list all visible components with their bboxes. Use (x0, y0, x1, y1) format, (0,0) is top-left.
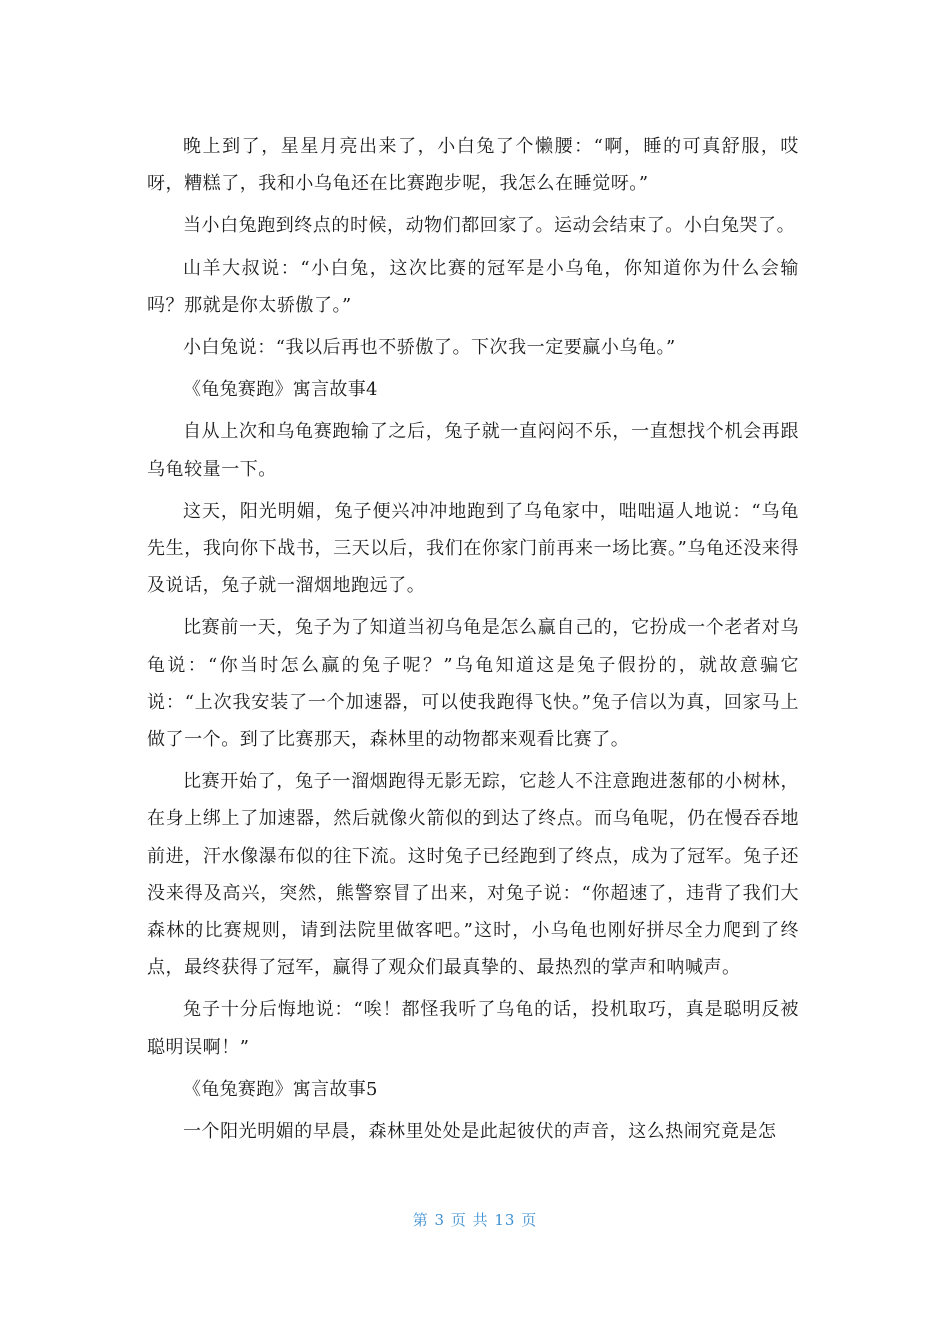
paragraph: 小白兔说：“我以后再也不骄傲了。下次我一定要赢小乌龟。” (183, 337, 676, 359)
section-heading: 《龟兔赛跑》寓言故事4 (183, 379, 378, 401)
document-body (147, 128, 799, 1155)
paragraph: 比赛开始了，兔子一溜烟跑得无影无踪，它趁人不注意跑进葱郁的小树林，在身上绑上了加速器，然后就像火箭似的到达了终点。而乌龟呢，仍在慢吞吞地前进，汗水像瀑布似的往下流。这时兔子已经跑到了终点，成为了冠军。兔子还没来得及高兴，突然，熊警察冒了出来，对兔子说：“你超速了，违背了我们大森林的比赛规则，请到法院里做客吧。”这时，小乌龟也刚好拼尽全力爬到了终点，最终获得了冠军，赢得了观众们最真挚的、最热烈的掌声和呐喊声。 (147, 771, 799, 979)
paragraph: 晚上到了，星星月亮出来了，小白兔了个懒腰：“啊，睡的可真舒服，哎呀，糟糕了，我和小乌龟还在比赛跑步呢，我怎么在睡觉呀。” (147, 136, 799, 195)
paragraph: 山羊大叔说：“小白兔，这次比赛的冠军是小乌龟，你知道你为什么会输吗？那就是你太骄傲了。” (147, 257, 799, 316)
paragraph: 当小白兔跑到终点的时候，动物们都回家了。运动会结束了。小白兔哭了。 (183, 215, 796, 237)
paragraph: 自从上次和乌龟赛跑输了之后，兔子就一直闷闷不乐，一直想找个机会再跟乌龟较量一下。 (147, 421, 799, 480)
paragraph: 比赛前一天，兔子为了知道当初乌龟是怎么赢自己的，它扮成一个老者对乌龟说：“你当时怎么赢的兔子呢？”乌龟知道这是兔子假扮的，就故意骗它说：“上次我安装了一个加速器，可以使我跑得飞快。”兔子信以为真，回家马上做了一个。到了比赛那天，森林里的动物都来观看比赛了。 (147, 617, 799, 751)
section-heading: 《龟兔赛跑》寓言故事5 (183, 1078, 378, 1100)
page-number-footer: 第 3 页 共 13 页 (412, 1211, 538, 1229)
paragraph: 兔子十分后悔地说：“唉！都怪我听了乌龟的话，投机取巧，真是聪明反被聪明误啊！” (147, 999, 799, 1058)
paragraph: 一个阳光明媚的早晨，森林里处处是此起彼伏的声音，这么热闹究竟是怎 (183, 1121, 777, 1143)
paragraph: 这天，阳光明媚，兔子便兴冲冲地跑到了乌龟家中，咄咄逼人地说：“乌龟先生，我向你下战书，三天以后，我们在你家门前再来一场比赛。”乌龟还没来得及说话，兔子就一溜烟地跑远了。 (147, 500, 799, 597)
